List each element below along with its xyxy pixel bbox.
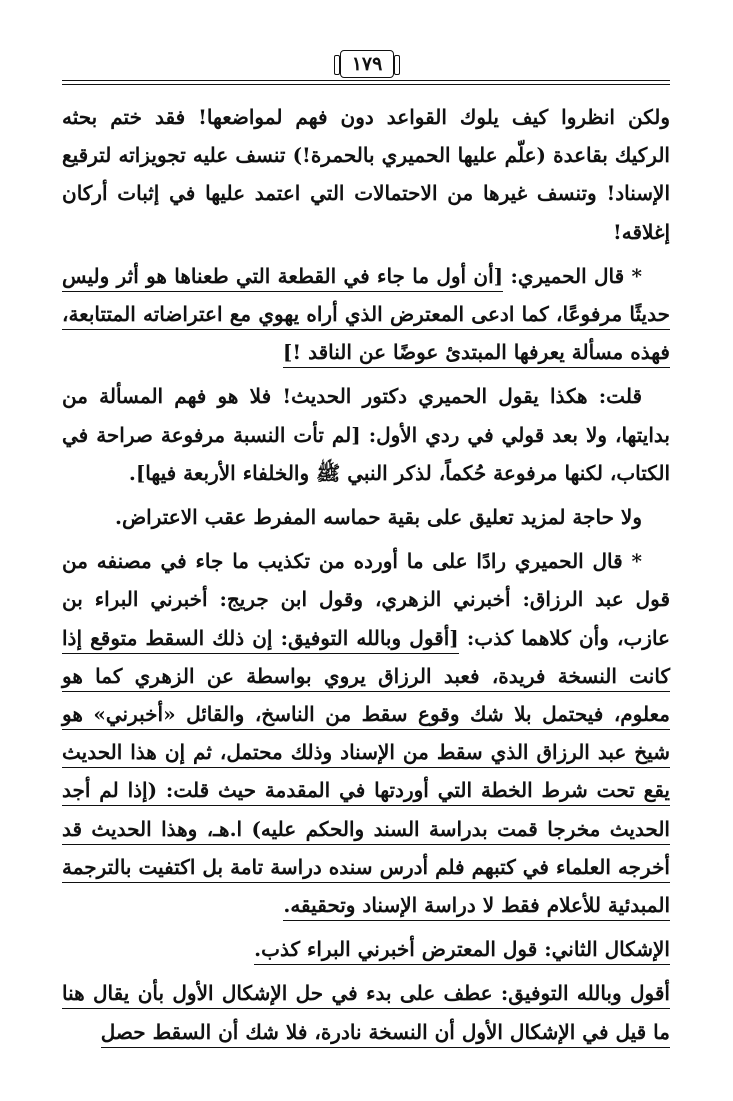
page-header: [62, 44, 670, 94]
paragraph-5-lead: قال الحميري رادًا على ما أورده من تكذيب ما جاء في مصنفه من قول عبد الرزاق: أخبرني الزهري، وقول ابن جريج: أخبرني البراء بن عازب، وأن كلاهما كذب:: [62, 549, 670, 650]
page-body: [62, 98, 670, 1057]
paragraph-2-lead: قال الحميري:: [503, 263, 625, 288]
page-number: ١٧٩: [340, 50, 394, 78]
star-marker: *: [631, 549, 642, 574]
paragraph-5-quote: [أقول وبالله التوفيق: إن ذلك السقط متوقع إذا كانت النسخة فريدة، فعبد الرزاق يروي بواسطة عن الزهري كما هو معلوم، فيحتمل بلا شك وقوع سقط من الناسخ، والقائل «أخبرني» هو شيخ عبد الرزاق الذي سقط من الإسناد وذلك محتمل، ثم إن هذا الحديث يقع تحت شرط الخطة التي أوردتها في المقدمة حيث قلت: (إذا لم أجد الحديث مخرجا قمت بدراسة السند والحكم عليه) ا.هـ، وهذا الحديث قد أخرجه العلماء في كتبهم فلم أدرس سنده دراسة تامة بل اكتفيت بالترجمة المبدئية للأعلام فقط لا دراسة الإسناد وتحقيقه.: [62, 626, 670, 921]
paragraph-7: [62, 974, 670, 1050]
paragraph-2-quote: [أن أول ما جاء في القطعة التي طعناها هو أثر وليس حديثًا مرفوعًا، كما ادعى المعترض الذي أراه يهوي مع اعتراضاته المتتابعة، فهذه مسألة يعرفها المبتدئ عوضًا عن الناقد !]: [62, 264, 670, 368]
paragraph-6: [62, 930, 670, 968]
paragraph-6-text: الإشكال الثاني: قول المعترض أخبرني البراء كذب.: [254, 937, 670, 965]
header-rule-thin: [62, 84, 670, 85]
paragraph-1: ولكن انظروا كيف يلوك القواعد دون فهم لمواضعها! فقد ختم بحثه الركيك بقاعدة (علّم عليها الحميري بالحمرة!) تنسف عليه تجويزاته لترقيع الإسناد! وتنسف غيرها من الاحتمالات التي اعتمد عليها في إثبات أركان إغلاقه!: [62, 105, 670, 244]
paragraph-4: ولا حاجة لمزيد تعليق على بقية حماسه المفرط عقب الاعتراض.: [115, 505, 642, 530]
paragraph-3: قلت: هكذا يقول الحميري دكتور الحديث! فلا هو فهم المسألة من بدايتها، ولا بعد قولي في ردي الأول: [لم تأت النسبة مرفوعة صراحة في الكتاب، لكنها مرفوعة حُكماً، لذكر النبي ﷺ والخلفاء الأربعة فيها].: [62, 384, 670, 485]
header-rule: [62, 80, 670, 81]
star-marker: *: [631, 263, 642, 288]
paragraph-2: [62, 257, 670, 372]
paragraph-7-text: أقول وبالله التوفيق: عطف على بدء في حل الإشكال الأول بأن يقال هنا ما قيل في الإشكال الأول أن النسخة نادرة، فلا شك أن السقط حصل: [62, 981, 670, 1047]
paragraph-5: [62, 542, 670, 924]
